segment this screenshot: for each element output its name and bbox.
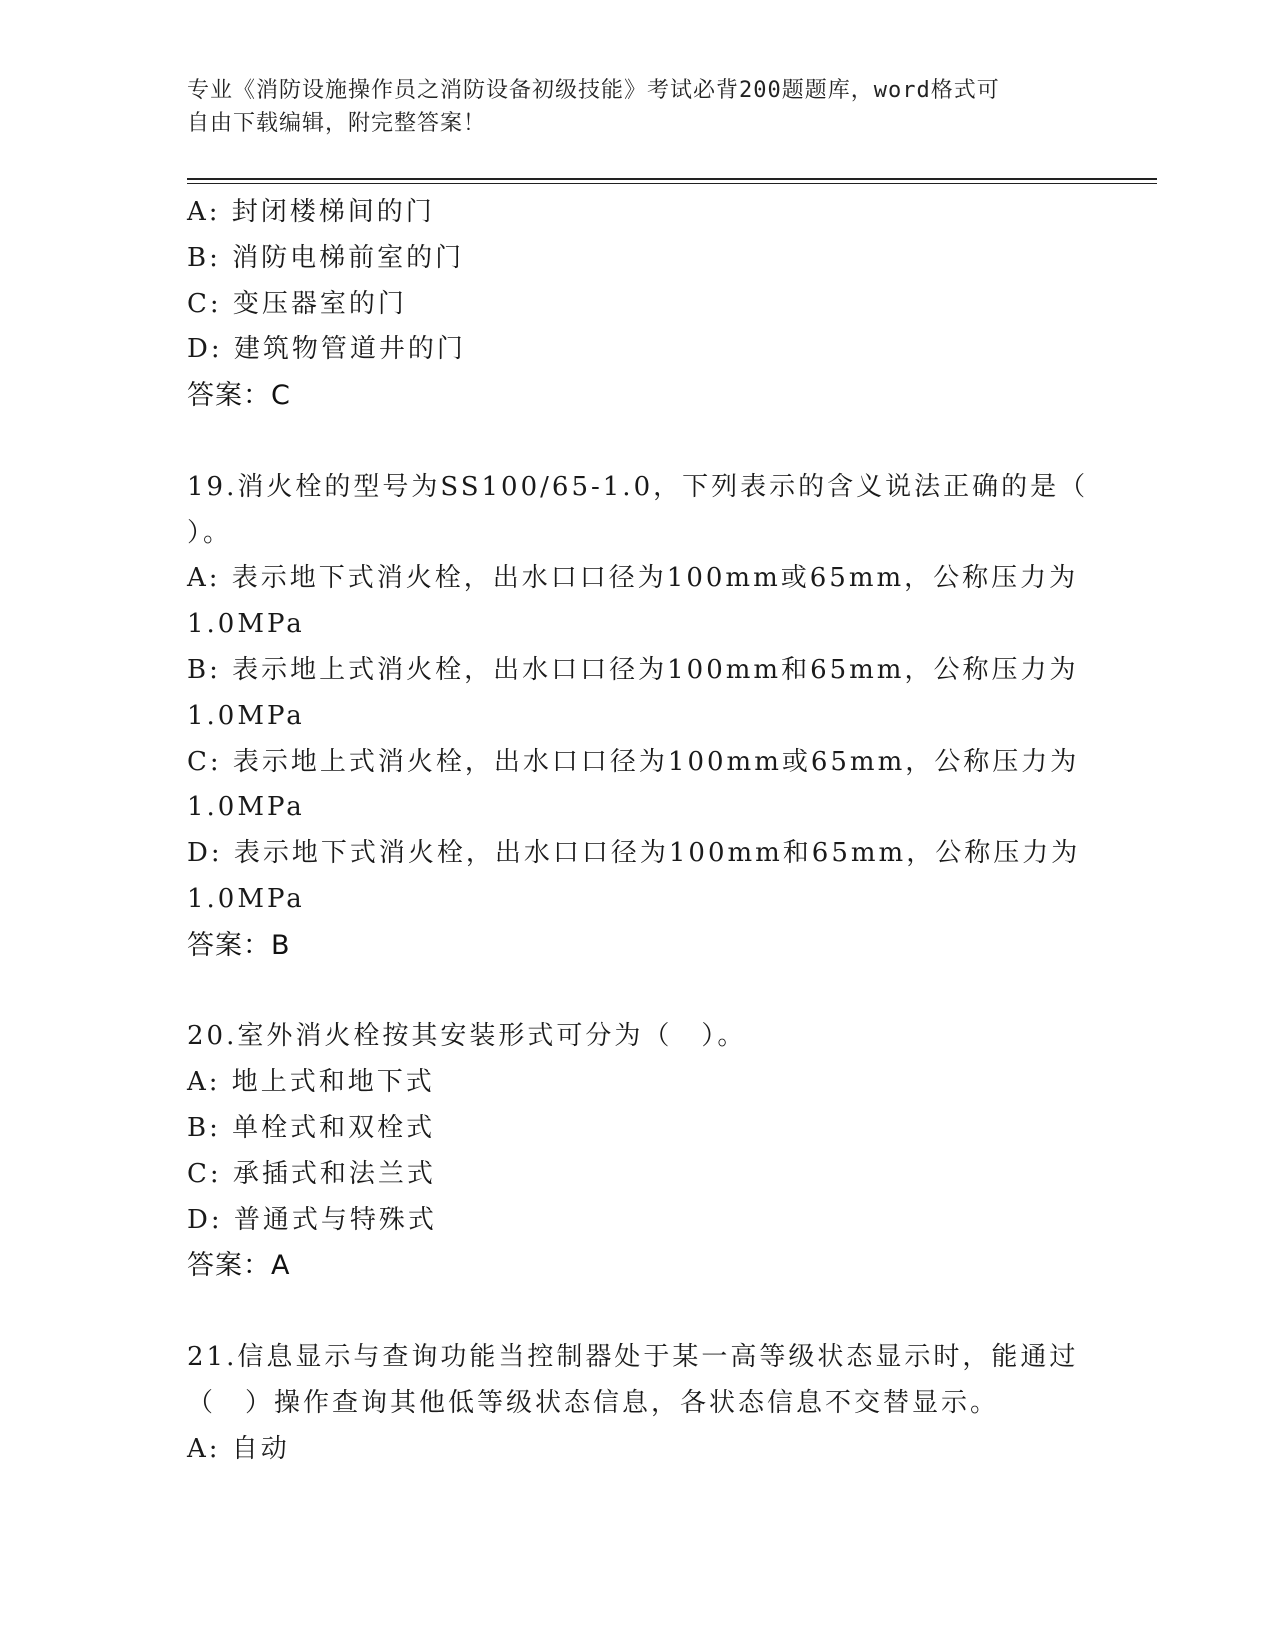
header-line-1: 专业《消防设施操作员之消防设备初级技能》考试必背200题题库，word格式可 <box>187 78 1000 103</box>
q20-option-b: B: 单栓式和双栓式 <box>187 1112 436 1143</box>
question-content <box>187 190 1157 1472</box>
q20-answer: 答案：A <box>187 1250 291 1282</box>
document-header <box>187 74 1087 140</box>
q19-option-b: B: 表示地上式消火栓，出水口口径为100mm和65mm，公称压力为 <box>187 654 1079 685</box>
spacer <box>187 969 1157 1015</box>
q18-option-d: D: 建筑物管道井的门 <box>187 334 466 365</box>
q18-option-c: C: 变压器室的门 <box>187 288 407 319</box>
header-line-2: 自由下载编辑，附完整答案！ <box>187 111 487 136</box>
q19-option-c-cont: 1.0MPa <box>187 792 305 823</box>
q19-option-d-cont: 1.0MPa <box>187 883 305 914</box>
q19-option-c: C: 表示地上式消火栓，出水口口径为100mm或65mm，公称压力为 <box>187 746 1080 777</box>
q20-stem: 20.室外消火栓按其安装形式可分为（ ）。 <box>187 1021 747 1052</box>
header-rule-thin <box>187 183 1157 184</box>
q20-option-a: A: 地上式和地下式 <box>187 1067 435 1098</box>
q18-option-b: B: 消防电梯前室的门 <box>187 242 465 273</box>
q20-option-d: D: 普通式与特殊式 <box>187 1204 437 1235</box>
q19-option-b-cont: 1.0MPa <box>187 700 305 731</box>
q19-option-d: D: 表示地下式消火栓，出水口口径为100mm和65mm，公称压力为 <box>187 838 1081 869</box>
q19-stem-line-1: 19.消火栓的型号为SS100/65-1.0，下列表示的含义说法正确的是（ <box>187 471 1089 502</box>
spacer <box>187 419 1157 465</box>
q18-option-a: A: 封闭楼梯间的门 <box>187 197 435 227</box>
q18-answer: 答案：C <box>187 380 291 412</box>
q19-stem-line-2: ）。 <box>187 517 233 548</box>
q19-option-a: A: 表示地下式消火栓，出水口口径为100mm或65mm，公称压力为 <box>187 563 1079 594</box>
q19-answer: 答案：B <box>187 929 291 961</box>
q21-stem-line-2: （ ）操作查询其他低等级状态信息，各状态信息不交替显示。 <box>187 1387 1000 1418</box>
q21-stem-line-1: 21.信息显示与查询功能当控制器处于某一高等级状态显示时，能通过 <box>187 1341 1079 1372</box>
header-rule-thick <box>187 178 1157 180</box>
q20-option-c: C: 承插式和法兰式 <box>187 1158 436 1189</box>
spacer <box>187 1289 1157 1335</box>
q21-option-a: A: 自动 <box>187 1433 290 1464</box>
q19-option-a-cont: 1.0MPa <box>187 609 305 640</box>
